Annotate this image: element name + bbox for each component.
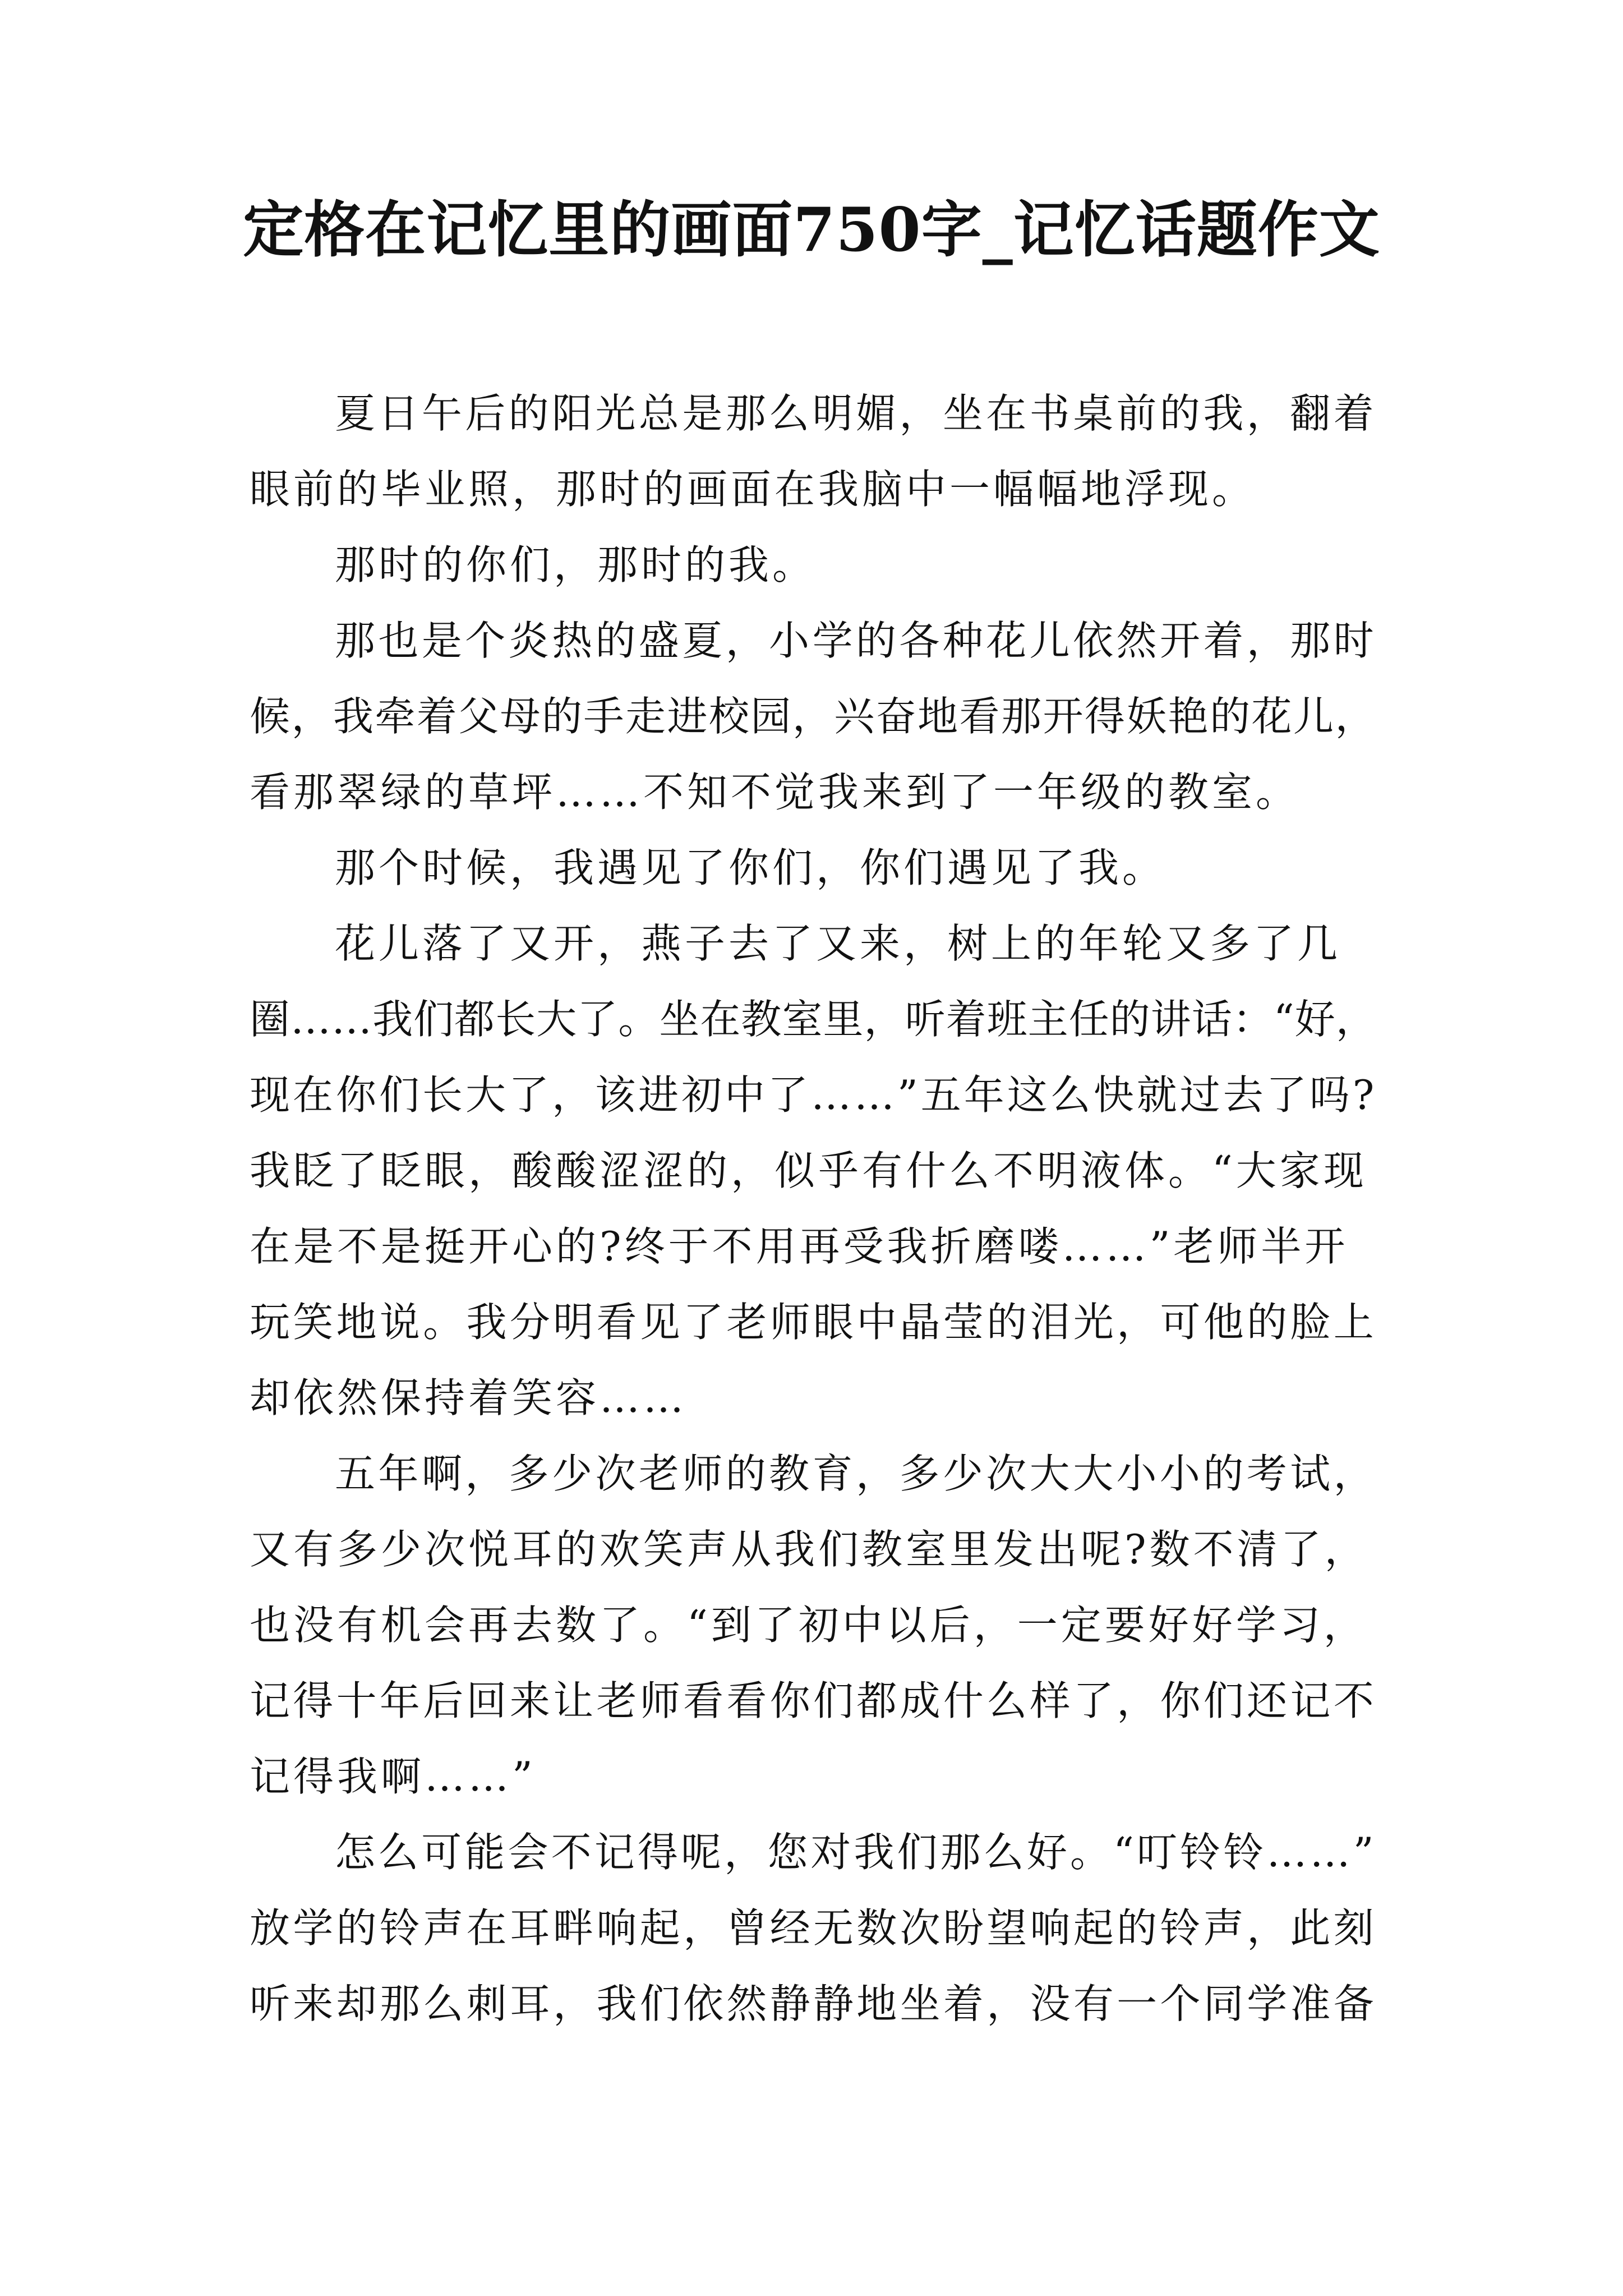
document-body [250, 376, 1377, 2042]
text-line: 在是不是挺开心的?终于不用再受我折磨喽……”老师半开 [250, 1223, 1349, 1270]
text-line: 那也是个炎热的盛夏，小学的各种花儿依然开着，那时 [335, 617, 1377, 664]
text-line: 又有多少次悦耳的欢笑声从我们教室里发出呢?数不清了， [250, 1526, 1368, 1573]
text-line: 夏日午后的阳光总是那么明媚，坐在书桌前的我，翻着 [335, 390, 1377, 437]
text-line: 眼前的毕业照，那时的画面在我脑中一幅幅地浮现。 [250, 466, 1256, 513]
text-line: 圈……我们都长大了。坐在教室里，听着班主任的讲话：“好， [250, 996, 1377, 1043]
text-line: 那时的你们，那时的我。 [335, 541, 817, 588]
document-title: 定格在记忆里的画面750字_记忆话题作文 [243, 195, 1380, 265]
text-line: 看那翠绿的草坪……不知不觉我来到了一年级的教室。 [250, 769, 1300, 816]
text-line: 我眨了眨眼，酸酸涩涩的，似乎有什么不明液体。“大家现 [250, 1147, 1367, 1194]
text-line: 记得我啊……” [250, 1753, 536, 1800]
text-line: 候，我牵着父母的手走进校园，兴奋地看那开得妖艳的花儿， [250, 693, 1377, 740]
text-line: 玩笑地说。我分明看见了老师眼中晶莹的泪光，可他的脸上 [250, 1299, 1377, 1346]
text-line: 现在你们长大了，该进初中了……”五年这么快就过去了吗? [250, 1071, 1377, 1119]
text-line: 怎么可能会不记得呢，您对我们那么好。“叮铃铃……” [335, 1829, 1377, 1876]
text-line: 放学的铃声在耳畔响起，曾经无数次盼望响起的铃声，此刻 [250, 1904, 1377, 1952]
text-line: 那个时候，我遇见了你们，你们遇见了我。 [335, 844, 1166, 891]
text-line: 却依然保持着笑容…… [250, 1374, 688, 1421]
text-line: 听来却那么刺耳，我们依然静静地坐着，没有一个同学准备 [250, 1980, 1377, 2027]
text-line: 也没有机会再去数了。“到了初中以后，一定要好好学习， [250, 1602, 1367, 1649]
text-line: 记得十年后回来让老师看看你们都成什么样了，你们还记不 [250, 1677, 1377, 1724]
text-line: 花儿落了又开，燕子去了又来，树上的年轮又多了几 [335, 920, 1341, 967]
text-line: 五年啊，多少次老师的教育，多少次大大小小的考试， [335, 1450, 1377, 1497]
